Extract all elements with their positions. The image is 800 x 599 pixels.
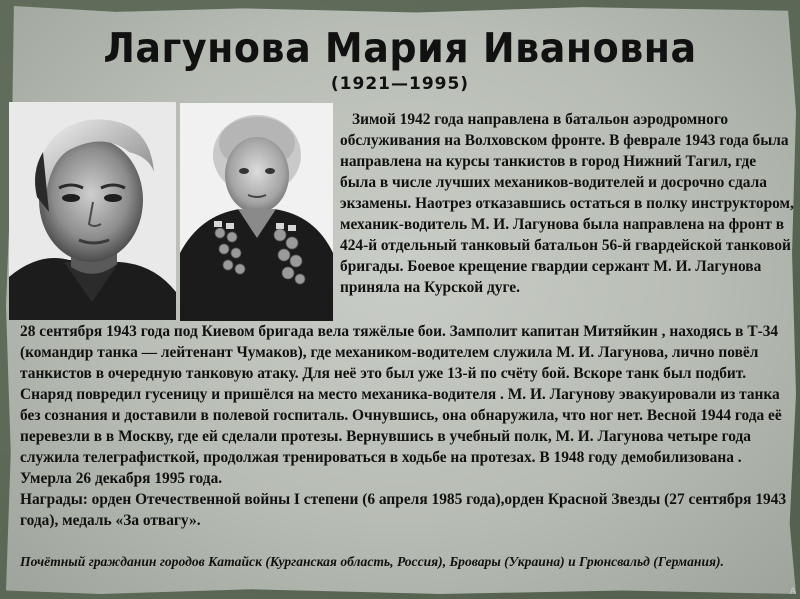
awards-text: Награды: орден Отечественной войны I степени (6 апреля 1985 года),орден Красной Звезды (27 сентября 1943 года), медаль «За отвагу».: [20, 491, 787, 529]
biography-top-paragraph: [340, 109, 796, 298]
watermark: A: [789, 587, 796, 597]
honorary-citizen-text: Почётный гражданин городов Катайск (Курганская область, Россия), Бровары (Украина) и Грюнсвальд (Германия).: [20, 554, 724, 569]
paragraph-main-text: 28 сентября 1943 года под Киевом бригада вела тяжёлые бои. Замполит капитан Митяйкин , находясь в Т-34 (командир танка — лейтенант Чумаков), где механиком-водителем служила М. И. Лагунова, лично повёл танкистов в очередную танковую атаку. Для неё это был уже 13-й по счёту бой. Вскоре танк был подбит. Снаряд повредил гусеницу и пришёлся на место механика-водителя . М. И. Лагунову эвакуировали из танка без сознания и доставили в полевой госпиталь. Очнувшись, она обнаружила, что ног нет. Весной 1944 года её перевезли в в Москву, где ей сделали протезы. Вернувшись в учебный полк, М. И. Лагунова четыре года служила телеграфисткой, продолжая тренироваться в ходьбе на протезах. В 1948 году демобилизована . Умерла 26 декабря 1995 года.: [20, 323, 782, 487]
portrait-elderly-photo: [180, 103, 333, 321]
portrait-young-photo: [9, 102, 176, 320]
life-years: (1921—1995): [330, 74, 470, 94]
paragraph-top-text: Зимой 1942 года направлена в батальон аэродромного обслуживания на Волховском фронте. В феврале 1943 года была направлена на курсы танкистов в город Нижний Тагил, где была в числе лучших механиков-водителей и досрочно сдала экзамены. Наотрез отказавшись остаться в полку инструктором, механик-водитель М. И. Лагунова была направлена на фронт в 424-й отдельный танковый батальон 56-й гвардейской танковой бригады. Боевое крещение гвардии сержант М. И. Лагунова приняла на Курской дуге.: [340, 111, 794, 296]
biography-main-block: [20, 321, 796, 531]
page-title: Лагунова Мария Ивановна: [103, 24, 697, 72]
